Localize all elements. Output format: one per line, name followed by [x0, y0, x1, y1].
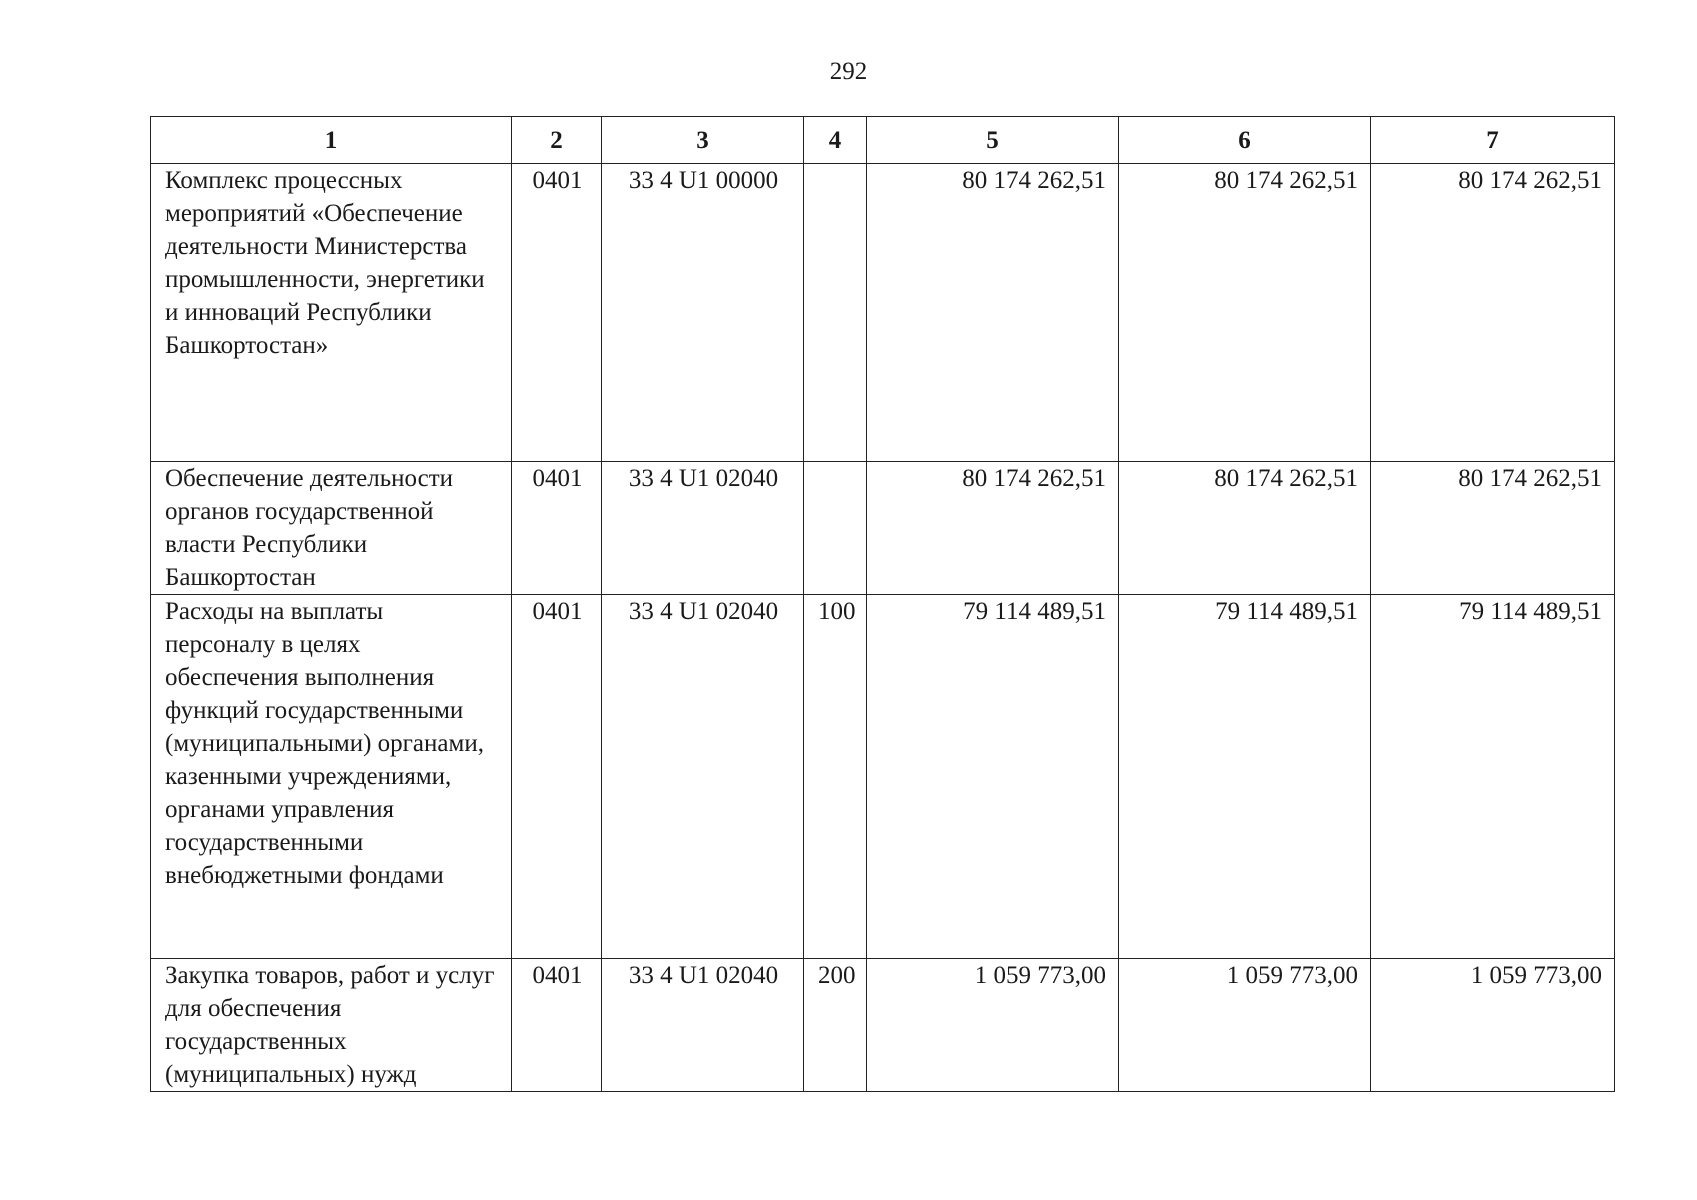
- table-row: [151, 462, 1615, 595]
- row-section: 0401: [512, 959, 602, 1092]
- header-col-7: 7: [1371, 117, 1615, 164]
- row-value-5: 79 114 489,51: [867, 595, 1119, 959]
- row-code: 33 4 U1 02040: [602, 595, 804, 959]
- header-col-6: 6: [1119, 117, 1371, 164]
- row-value-6: 1 059 773,00: [1119, 959, 1371, 1092]
- row-value-7: 1 059 773,00: [1371, 959, 1615, 1092]
- row-type: [804, 462, 867, 595]
- row-code: 33 4 U1 00000: [602, 164, 804, 462]
- row-value-6: 80 174 262,51: [1119, 462, 1371, 595]
- header-col-4: 4: [804, 117, 867, 164]
- table-row: [151, 959, 1615, 1092]
- row-section: 0401: [512, 462, 602, 595]
- page-number: 292: [829, 58, 868, 85]
- row-name: Закупка товаров, работ и услуг для обеспечения государственных (муниципальных) нужд: [151, 959, 512, 1092]
- budget-table: [150, 116, 1615, 1092]
- row-type: 100: [804, 595, 867, 959]
- header-col-2: 2: [512, 117, 602, 164]
- row-value-5: 80 174 262,51: [867, 164, 1119, 462]
- table-row: [151, 164, 1615, 462]
- row-value-7: 80 174 262,51: [1371, 462, 1615, 595]
- row-value-6: 79 114 489,51: [1119, 595, 1371, 959]
- header-col-3: 3: [602, 117, 804, 164]
- row-type: [804, 164, 867, 462]
- row-value-5: 1 059 773,00: [867, 959, 1119, 1092]
- row-section: 0401: [512, 164, 602, 462]
- row-type: 200: [804, 959, 867, 1092]
- row-value-7: 80 174 262,51: [1371, 164, 1615, 462]
- row-code: 33 4 U1 02040: [602, 462, 804, 595]
- row-value-6: 80 174 262,51: [1119, 164, 1371, 462]
- header-col-1: 1: [151, 117, 512, 164]
- header-col-5: 5: [867, 117, 1119, 164]
- row-value-7: 79 114 489,51: [1371, 595, 1615, 959]
- row-name: Расходы на выплаты персоналу в целях обеспечения выполнения функций государственными (муниципальными) органами, казенными учреждениями, органами управления государственными внебюджетными фондами: [151, 595, 512, 959]
- row-section: 0401: [512, 595, 602, 959]
- row-code: 33 4 U1 02040: [602, 959, 804, 1092]
- row-name: Обеспечение деятельности органов государственной власти Республики Башкортостан: [151, 462, 512, 595]
- row-value-5: 80 174 262,51: [867, 462, 1119, 595]
- table-row: [151, 595, 1615, 959]
- header-row: [151, 117, 1615, 164]
- row-name: Комплекс процессных мероприятий «Обеспечение деятельности Министерства промышленности, энергетики и инноваций Республики Башкортостан»: [151, 164, 512, 462]
